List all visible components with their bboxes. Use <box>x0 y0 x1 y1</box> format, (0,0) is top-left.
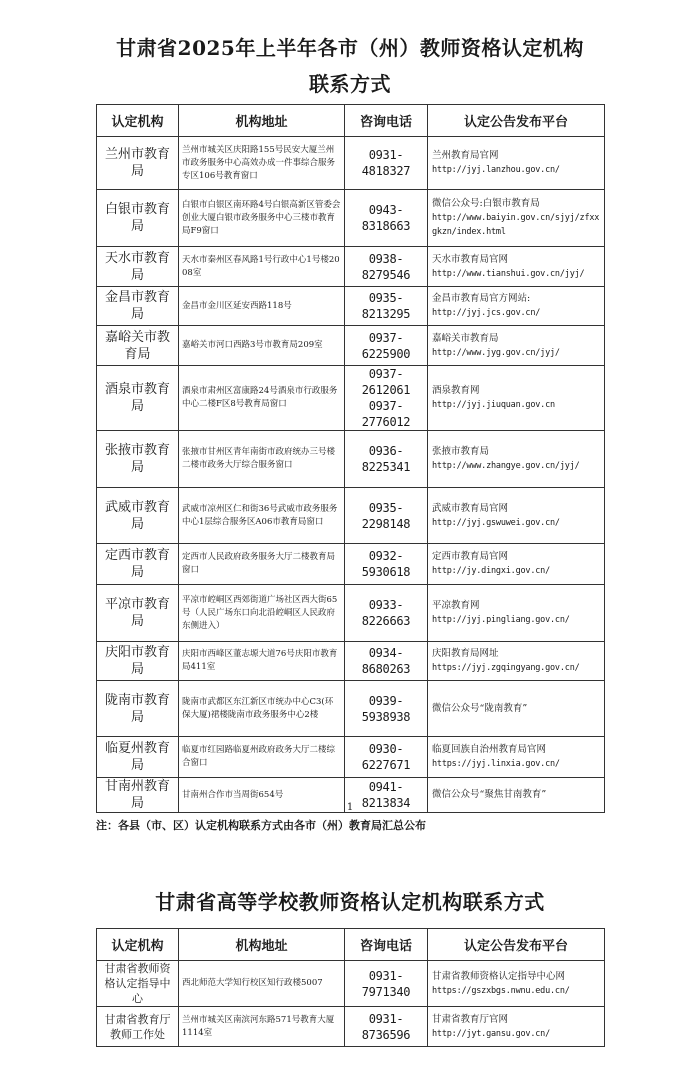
address-cell: 甘南州合作市当周街654号 <box>179 778 345 813</box>
platform-cell <box>428 681 605 737</box>
table-row <box>97 488 605 544</box>
table-row <box>97 431 605 488</box>
org-cell: 甘肃省教育厅教师工作处 <box>97 1007 179 1047</box>
platform-url[interactable]: http://jyj.gswuwei.gov.cn/ <box>432 517 560 528</box>
phone-cell: 0937-6225900 <box>345 326 428 366</box>
platform-name: 酒泉教育网 <box>432 385 480 396</box>
platform-url[interactable]: http://jyj.pingliang.gov.cn/ <box>432 615 570 625</box>
platform-name: 平凉教育网 <box>432 600 480 611</box>
org-cell: 张掖市教育局 <box>97 431 179 488</box>
table-row <box>97 681 605 737</box>
platform-cell <box>428 326 605 366</box>
platform-url[interactable]: http://jyj.jiuquan.gov.cn <box>432 400 555 410</box>
header-org: 认定机构 <box>97 929 179 961</box>
table-row <box>97 137 605 190</box>
phone-cell: 0935-2298148 <box>345 488 428 544</box>
org-cell: 武威市教育局 <box>97 488 179 544</box>
platform-cell <box>428 585 605 642</box>
org-cell: 甘南州教育局 <box>97 778 179 813</box>
phone-cell: 0931-8736596 <box>345 1007 428 1047</box>
platform-url[interactable]: http://jy.dingxi.gov.cn/ <box>432 566 551 576</box>
org-cell: 定西市教育局 <box>97 544 179 585</box>
platform-cell <box>428 1007 605 1047</box>
platform-name: 庆阳教育局网址 <box>432 648 499 659</box>
org-cell: 庆阳市教育局 <box>97 642 179 681</box>
address-cell: 陇南市武都区东江新区市统办中心C3(环保大厦)裙楼陇南市政务服务中心2楼 <box>179 681 345 737</box>
phone-cell: 0941-8213834 <box>345 778 428 813</box>
header-address: 机构地址 <box>179 929 345 961</box>
table-row <box>97 585 605 642</box>
org-cell: 金昌市教育局 <box>97 287 179 326</box>
header-phone: 咨询电话 <box>345 105 428 137</box>
page-number: 1 <box>346 802 354 813</box>
city-contact-table <box>96 104 605 813</box>
phone-primary: 0937-2612061 <box>361 367 411 397</box>
address-cell: 白银市白银区南环路4号白银高新区管委会创业大厦白银市政务服务中心三楼市教育局F9窗口 <box>179 190 345 247</box>
document-title-line2: 联系方式 <box>309 72 391 96</box>
header-phone: 咨询电话 <box>345 929 428 961</box>
platform-cell <box>428 287 605 326</box>
table-header-row <box>97 105 605 137</box>
platform-url[interactable]: https://gszxbgs.nwnu.edu.cn/ <box>432 985 570 996</box>
header-platform: 认定公告发布平台 <box>428 105 605 137</box>
phone-cell: 0935-8213295 <box>345 287 428 326</box>
platform-cell <box>428 961 605 1007</box>
platform-cell <box>428 247 605 287</box>
platform-name: 临夏回族自治州教育局官网 <box>432 744 547 755</box>
platform-url[interactable]: http://www.jyg.gov.cn/jyj/ <box>432 347 560 358</box>
address-cell: 临夏市红园路临夏州政府政务大厅二楼综合窗口 <box>179 737 345 778</box>
platform-name: 武威市教育局官网 <box>432 502 509 514</box>
platform-name: 金昌市教育局官方网站: <box>432 293 531 304</box>
platform-cell <box>428 488 605 544</box>
header-org: 认定机构 <box>97 105 179 137</box>
platform-cell <box>428 642 605 681</box>
address-cell: 金昌市金川区延安西路118号 <box>179 287 345 326</box>
org-cell: 嘉峪关市教育局 <box>97 326 179 366</box>
table-row <box>97 737 605 778</box>
platform-cell <box>428 431 605 488</box>
phone-cell: 0936-8225341 <box>345 431 428 488</box>
table-row <box>97 326 605 366</box>
university-contact-table <box>96 928 605 1047</box>
platform-url[interactable]: http://www.baiyin.gov.cn/sjyj/zfxxgkzn/index.html <box>432 213 600 237</box>
table-row <box>97 642 605 681</box>
org-cell: 天水市教育局 <box>97 247 179 287</box>
platform-name: 微信公众号“聚焦甘南教育” <box>432 789 547 800</box>
table-row <box>97 247 605 287</box>
address-cell: 兰州市城关区南滨河东路571号教育大厦 1114室 <box>179 1007 345 1047</box>
phone-secondary: 0937-2776012 <box>361 399 411 429</box>
table-row <box>97 366 605 431</box>
org-cell: 甘肃省教师资格认定指导中心 <box>97 961 179 1007</box>
address-cell: 西北师范大学知行校区知行政楼5007 <box>179 961 345 1007</box>
address-cell: 武威市凉州区仁和街36号武威市政务服务中心1层综合服务区A06市教育局窗口 <box>179 488 345 544</box>
header-address: 机构地址 <box>179 105 345 137</box>
table-row <box>97 544 605 585</box>
phone-cell: 0939-5938938 <box>345 681 428 737</box>
platform-url[interactable]: http://jyj.jcs.gov.cn/ <box>432 308 541 318</box>
address-cell: 兰州市城关区庆阳路155号民安大厦兰州市政务服务中心高效办成一件事综合服务专区106号教育窗口 <box>179 137 345 190</box>
platform-name: 天水市教育局官网 <box>432 253 509 265</box>
platform-cell <box>428 544 605 585</box>
address-cell: 庆阳市西峰区董志塬大道76号庆阳市教育局411室 <box>179 642 345 681</box>
phone-cell: 0932-5930618 <box>345 544 428 585</box>
platform-name: 微信公众号:白银市教育局 <box>432 198 540 209</box>
address-cell: 天水市秦州区春风路1号行政中心1号楼2008室 <box>179 247 345 287</box>
header-platform: 认定公告发布平台 <box>428 929 605 961</box>
platform-name: 兰州教育局官网 <box>432 150 499 161</box>
org-cell: 酒泉市教育局 <box>97 366 179 431</box>
platform-name: 甘肃省教育厅官网 <box>432 1013 509 1025</box>
table-row <box>97 287 605 326</box>
address-cell: 嘉峪关市河口西路3号市教育局209室 <box>179 326 345 366</box>
address-cell: 定西市人民政府政务服务大厅二楼教育局窗口 <box>179 544 345 585</box>
org-cell: 白银市教育局 <box>97 190 179 247</box>
platform-name: 嘉峪关市教育局 <box>432 332 499 344</box>
platform-url[interactable]: http://www.tianshui.gov.cn/jyj/ <box>432 268 585 279</box>
platform-cell <box>428 366 605 431</box>
phone-cell: 0931-4818327 <box>345 137 428 190</box>
platform-cell <box>428 137 605 190</box>
section-title-universities: 甘肃省高等学校教师资格认定机构联系方式 <box>155 890 545 914</box>
org-cell: 临夏州教育局 <box>97 737 179 778</box>
phone-cell: 0934-8680263 <box>345 642 428 681</box>
platform-cell <box>428 190 605 247</box>
table-header-row <box>97 929 605 961</box>
address-cell: 酒泉市肃州区富康路24号酒泉市行政服务中心二楼F区8号教育局窗口 <box>179 366 345 431</box>
phone-cell: 0943-8318663 <box>345 190 428 247</box>
platform-name: 定西市教育局官网 <box>432 551 509 562</box>
platform-name: 微信公众号“陇南教育” <box>432 702 528 714</box>
table-row <box>97 1007 605 1047</box>
platform-name: 张掖市教育局 <box>432 446 490 457</box>
org-cell: 兰州市教育局 <box>97 137 179 190</box>
platform-url[interactable]: http://www.zhangye.gov.cn/jyj/ <box>432 461 580 471</box>
table-row <box>97 961 605 1007</box>
platform-url[interactable]: http://jyj.lanzhou.gov.cn/ <box>432 165 560 175</box>
phone-cell: 0933-8226663 <box>345 585 428 642</box>
platform-url[interactable]: https://jyj.linxia.gov.cn/ <box>432 759 560 769</box>
phone-cell: 0930-6227671 <box>345 737 428 778</box>
document-title-line1: 甘肃省2025年上半年各市（州）教师资格认定机构 <box>116 36 584 60</box>
platform-url[interactable]: https://jyj.zgqingyang.gov.cn/ <box>432 663 580 673</box>
table-row <box>97 190 605 247</box>
address-cell: 平凉市崆峒区西郊街道广场社区西大街65号（人民广场东口向北沿崆峒区人民政府东侧进入） <box>179 585 345 642</box>
footnote: 注：各县（市、区）认定机构联系方式由各市（州）教育局汇总公布 <box>96 819 426 832</box>
org-cell: 陇南市教育局 <box>97 681 179 737</box>
phone-cell: 0931-7971340 <box>345 961 428 1007</box>
platform-name: 甘肃省教师资格认定指导中心网 <box>432 970 566 982</box>
platform-url[interactable]: http://jyt.gansu.gov.cn/ <box>432 1028 551 1039</box>
org-cell: 平凉市教育局 <box>97 585 179 642</box>
address-cell: 张掖市甘州区青年南街市政府统办三号楼二楼市政务大厅综合服务窗口 <box>179 431 345 488</box>
phone-cell: 0938-8279546 <box>345 247 428 287</box>
phone-cell <box>345 366 428 431</box>
platform-cell <box>428 737 605 778</box>
